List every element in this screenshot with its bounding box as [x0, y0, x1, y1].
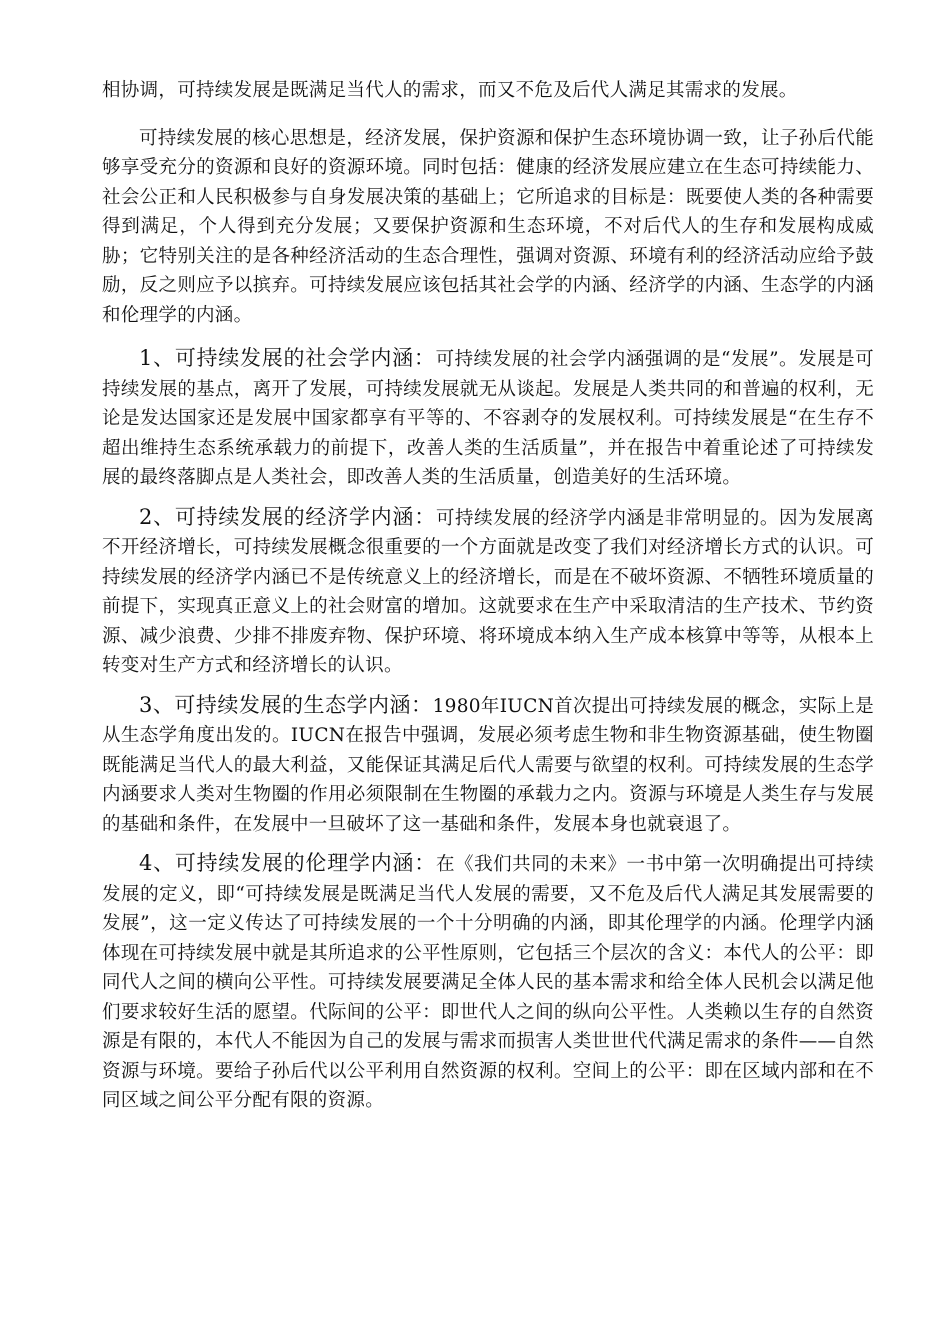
paragraph-text: 可持续发展的经济学内涵是非常明显的。因为发展离不开经济增长，可持续发展概念很重要的一个方面就是改变了我们对经济增长方式的认识。可持续发展的经济学内涵已不是传统意义上的经济增长，而是在不破坏资源、不牺牲环境质量的前提下，实现真正意义上的社会财富的增加。这就要求在生产中采取清洁的生产技术、节约资源、减少浪费、少排不排废弃物、保护环境、将环境成本纳入生产成本核算中等等，从根本上转变对生产方式和经济增长的认识。 — [102, 507, 874, 676]
document-page — [102, 76, 874, 1116]
section-ecology — [102, 691, 874, 840]
section-heading: 3、可持续发展的生态学内涵： — [139, 692, 433, 717]
section-heading: 4、可持续发展的伦理学内涵： — [139, 851, 436, 875]
paragraph-text: 1980年IUCN首次提出可持续发展的概念，实际上是从生态学角度出发的。IUCN在报告中强调，发展必须考虑生物和非生物资源基础，使生物圈既能满足当代人的最大利益，又能保证其满足后代人需要与欲望的权利。可持续发展的生态学内涵要求人类对生物圈的作用必须限制在生物圈的承载力之内。资源与环境是人类生存与发展的基础和条件，在发展中一旦破坏了这一基础和条件，发展本身也就衰退了。 — [102, 695, 874, 835]
section-ethics — [102, 849, 874, 1116]
paragraph-text: 可持续发展的社会学内涵强调的是“发展”。发展是可持续发展的基点，离开了发展，可持续发展就无从谈起。发展是人类共同的和普遍的权利，无论是发达国家还是发展中国家都享有平等的、不容剥夺的发展权利。可持续发展是“在生存不超出维持生态系统承载力的前提下，改善人类的生活质量”，并在报告中着重论述了可持续发展的最终落脚点是人类社会，即改善人类的生活质量，创造美好的生活环境。 — [102, 349, 874, 488]
section-heading: 2、可持续发展的经济学内涵： — [139, 504, 436, 529]
section-economics — [102, 503, 874, 681]
paragraph-text: 在《我们共同的未来》一书中第一次明确提出可持续发展的定义，即“可持续发展是既满足当代人发展的需要，又不危及后代人满足其发展需要的发展”，这一定义传达了可持续发展的一个十分明确的内涵，即其伦理学的内涵。伦理学内涵体现在可持续发展中就是其所追求的公平性原则，它包括三个层次的含义：本代人的公平：即同代人之间的横向公平性。可持续发展要满足全体人民的基本需求和给全体人民机会以满足他们要求较好生活的愿望。代际间的公平：即世代人之间的纵向公平性。人类赖以生存的自然资源是有限的，本代人不能因为自己的发展与需求而损害人类世世代代满足需求的条件——自然资源与环境。要给子孙后代以公平利用自然资源的权利。空间上的公平：即在区域内部和在不同区域之间公平分配有限的资源。 — [102, 854, 874, 1111]
paragraph-text: 相协调，可持续发展是既满足当代人的需求，而又不危及后代人满足其需求的发展。 — [102, 80, 798, 101]
section-sociology — [102, 344, 874, 493]
paragraph-core-idea — [102, 124, 874, 331]
paragraph-intro-continuation — [102, 76, 874, 106]
paragraph-text: 可持续发展的核心思想是，经济发展，保护资源和保护生态环境协调一致，让子孙后代能够享受充分的资源和良好的资源环境。同时包括：健康的经济发展应建立在生态可持续能力、社会公正和人民积极参与自身发展决策的基础上；它所追求的目标是：既要使人类的各种需要得到满足，个人得到充分发展；又要保护资源和生态环境，不对后代人的生存和发展构成威胁；它特别关注的是各种经济活动的生态合理性，强调对资源、环境有利的经济活动应给予鼓励，反之则应予以摈弃。可持续发展应该包括其社会学的内涵、经济学的内涵、生态学的内涵和伦理学的内涵。 — [102, 127, 874, 326]
section-heading: 1、可持续发展的社会学内涵： — [139, 346, 436, 370]
